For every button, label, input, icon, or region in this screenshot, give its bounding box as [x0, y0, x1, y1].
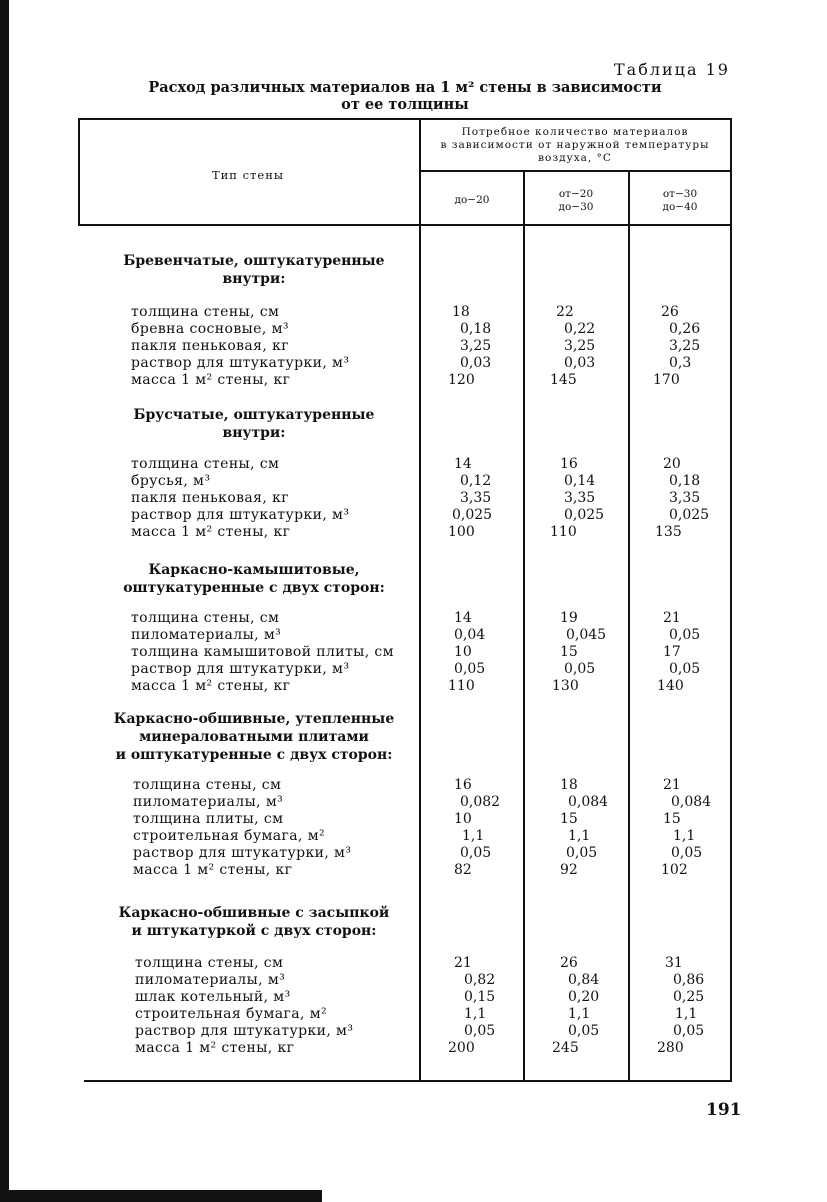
cell-value: 280	[657, 1040, 684, 1056]
table-row	[78, 1006, 732, 1023]
cell-value: 0,05	[669, 627, 701, 643]
section-title-line: Каркасно-обшивные с засыпкой	[118, 905, 390, 921]
cell-value: 0,05	[564, 661, 596, 677]
cell-value: 10	[454, 811, 472, 827]
row-label: масса 1 м² стены, кг	[131, 372, 291, 388]
cell-value: 0,05	[671, 845, 703, 861]
section-title-line: Каркасно-обшивные, утепленные	[113, 711, 395, 727]
cell-value: 120	[448, 372, 475, 388]
cell-value: 18	[560, 777, 578, 793]
header-column-line: до−30	[558, 201, 594, 213]
cell-value: 0,025	[452, 507, 493, 523]
table-row	[78, 828, 732, 845]
row-label: толщина стены, см	[133, 777, 282, 793]
cell-value: 245	[552, 1040, 579, 1056]
materials-table	[78, 118, 732, 1082]
header-line: воздуха, °С	[538, 152, 612, 164]
cell-value: 1,1	[568, 1006, 591, 1022]
table-row	[78, 955, 732, 972]
row-label: масса 1 м² стены, кг	[135, 1040, 295, 1056]
cell-value: 0,05	[460, 845, 492, 861]
table-row	[78, 507, 732, 524]
cell-value: 0,03	[460, 355, 492, 371]
header-required-quantity	[420, 126, 730, 165]
section-title-line: внутри:	[222, 271, 286, 287]
cell-value: 0,04	[454, 627, 486, 643]
cell-value: 0,82	[464, 972, 496, 988]
row-label: раствор для штукатурки, м³	[135, 1023, 354, 1039]
row-label: пакля пеньковая, кг	[131, 490, 289, 506]
cell-value: 0,025	[669, 507, 710, 523]
cell-value: 0,3	[669, 355, 692, 371]
row-label: толщина стены, см	[131, 304, 280, 320]
cell-value: 26	[661, 304, 679, 320]
cell-value: 0,14	[564, 473, 596, 489]
header-column-line: от−20	[558, 188, 594, 200]
table-row	[78, 1023, 732, 1040]
header-line: Потребное количество материалов	[461, 126, 689, 138]
section-title-line: Бревенчатые, оштукатуренные	[123, 253, 385, 269]
section-title-line: внутри:	[222, 425, 286, 441]
cell-value: 0,05	[673, 1023, 705, 1039]
table-row	[78, 794, 732, 811]
row-label: толщина камышитовой плиты, см	[131, 644, 394, 660]
table-row	[78, 524, 732, 541]
table-row	[78, 862, 732, 879]
cell-value: 16	[560, 456, 578, 472]
row-label: пиломатериалы, м³	[131, 627, 282, 643]
table-row	[78, 1040, 732, 1057]
table-row	[78, 644, 732, 661]
cell-value: 1,1	[673, 828, 696, 844]
table-right-rule	[730, 118, 732, 1082]
table-row	[78, 473, 732, 490]
header-bottom-rule	[78, 224, 732, 226]
cell-value: 19	[560, 610, 578, 626]
cell-value: 170	[653, 372, 680, 388]
cell-value: 21	[663, 610, 681, 626]
row-label: пиломатериалы, м³	[135, 972, 286, 988]
section-title-line: Брусчатые, оштукатуренные	[133, 407, 375, 423]
scan-edge-bottom	[0, 1190, 322, 1202]
header-line: в зависимости от наружной температуры	[440, 139, 710, 151]
cell-value: 1,1	[464, 1006, 487, 1022]
cell-value: 3,25	[669, 338, 701, 354]
cell-value: 3,25	[460, 338, 492, 354]
cell-value: 0,05	[454, 661, 486, 677]
table-row	[78, 456, 732, 473]
cell-value: 3,35	[564, 490, 596, 506]
cell-value: 0,082	[460, 794, 501, 810]
cell-value: 20	[663, 456, 681, 472]
cell-value: 0,03	[564, 355, 596, 371]
header-wall-type: Тип стены	[211, 168, 285, 182]
row-label: толщина плиты, см	[133, 811, 284, 827]
row-label: масса 1 м² стены, кг	[131, 524, 291, 540]
cell-value: 18	[452, 304, 470, 320]
section-title-line: минераловатными плитами	[139, 729, 369, 745]
table-row	[78, 355, 732, 372]
row-label: масса 1 м² стены, кг	[133, 862, 293, 878]
table-row	[78, 321, 732, 338]
cell-value: 21	[663, 777, 681, 793]
cell-value: 100	[448, 524, 475, 540]
cell-value: 16	[454, 777, 472, 793]
cell-value: 110	[550, 524, 577, 540]
table-row	[78, 610, 732, 627]
header-column-3	[630, 188, 730, 214]
scan-edge-left	[0, 0, 9, 1202]
table-row	[78, 845, 732, 862]
section-title-line: и штукатуркой с двух сторон:	[131, 923, 377, 939]
cell-value: 3,25	[564, 338, 596, 354]
row-label: пакля пеньковая, кг	[131, 338, 289, 354]
cell-value: 145	[550, 372, 577, 388]
section-title	[78, 561, 430, 597]
section-title-line: и оштукатуренные с двух сторон:	[115, 747, 393, 763]
cell-value: 0,05	[464, 1023, 496, 1039]
cell-value: 26	[560, 955, 578, 971]
table-row	[78, 661, 732, 678]
cell-value: 92	[560, 862, 578, 878]
table-title-line: от ее толщины	[341, 96, 469, 113]
table-row	[78, 338, 732, 355]
row-label: строительная бумага, м²	[133, 828, 325, 844]
section-title-line: Каркасно-камышитовые,	[148, 562, 360, 578]
cell-value: 15	[560, 811, 578, 827]
cell-value: 130	[552, 678, 579, 694]
cell-value: 22	[556, 304, 574, 320]
cell-value: 3,35	[669, 490, 701, 506]
table-bottom-rule	[84, 1080, 732, 1082]
table-title-line: Расход различных материалов на 1 м² стены в зависимости	[148, 79, 662, 96]
table-row	[78, 811, 732, 828]
page-number: 191	[706, 1100, 742, 1120]
row-label: раствор для штукатурки, м³	[131, 507, 350, 523]
cell-value: 3,35	[460, 490, 492, 506]
cell-value: 15	[663, 811, 681, 827]
cell-value: 0,26	[669, 321, 701, 337]
cell-value: 0,20	[568, 989, 600, 1005]
row-label: раствор для штукатурки, м³	[133, 845, 352, 861]
cell-value: 0,84	[568, 972, 600, 988]
cell-value: 31	[665, 955, 683, 971]
cell-value: 1,1	[462, 828, 485, 844]
table-title	[140, 79, 670, 113]
cell-value: 0,15	[464, 989, 496, 1005]
table-row	[78, 989, 732, 1006]
cell-value: 0,25	[673, 989, 705, 1005]
cell-value: 0,05	[669, 661, 701, 677]
table-row	[78, 372, 732, 389]
cell-value: 0,18	[460, 321, 492, 337]
cell-value: 1,1	[675, 1006, 698, 1022]
row-label: пиломатериалы, м³	[133, 794, 284, 810]
table-row	[78, 627, 732, 644]
cell-value: 0,12	[460, 473, 492, 489]
cell-value: 10	[454, 644, 472, 660]
cell-value: 0,045	[566, 627, 607, 643]
row-label: строительная бумага, м²	[135, 1006, 327, 1022]
cell-value: 200	[448, 1040, 475, 1056]
cell-value: 21	[454, 955, 472, 971]
table-row	[78, 972, 732, 989]
header-column-2	[526, 188, 626, 214]
cell-value: 0,05	[568, 1023, 600, 1039]
cell-value: 0,084	[568, 794, 609, 810]
section-title	[78, 904, 430, 940]
cell-value: 14	[454, 610, 472, 626]
cell-value: 102	[661, 862, 688, 878]
row-label: толщина стены, см	[131, 456, 280, 472]
cell-value: 0,025	[564, 507, 605, 523]
table-row	[78, 490, 732, 507]
section-title	[78, 406, 430, 442]
cell-value: 110	[448, 678, 475, 694]
cell-value: 0,084	[671, 794, 712, 810]
table-number: Таблица 19	[614, 60, 730, 79]
cell-value: 1,1	[568, 828, 591, 844]
row-label: толщина стены, см	[131, 610, 280, 626]
header-column-line: от−30	[662, 188, 698, 200]
cell-value: 17	[663, 644, 681, 660]
header-column-1	[422, 194, 522, 207]
row-label: брусья, м³	[131, 473, 211, 489]
header-column-line: до−40	[662, 201, 698, 213]
cell-value: 0,18	[669, 473, 701, 489]
cell-value: 0,05	[566, 845, 598, 861]
cell-value: 0,22	[564, 321, 596, 337]
row-label: толщина стены, см	[135, 955, 284, 971]
section-title	[78, 252, 430, 288]
header-column-line: до−20	[454, 194, 490, 206]
cell-value: 0,86	[673, 972, 705, 988]
cell-value: 135	[655, 524, 682, 540]
cell-value: 140	[657, 678, 684, 694]
header-sub-rule	[420, 170, 732, 172]
table-top-rule	[78, 118, 732, 120]
cell-value: 15	[560, 644, 578, 660]
cell-value: 14	[454, 456, 472, 472]
section-title-line: оштукатуренные с двух сторон:	[123, 580, 385, 596]
row-label: раствор для штукатурки, м³	[131, 355, 350, 371]
table-row	[78, 678, 732, 695]
cell-value: 82	[454, 862, 472, 878]
table-row	[78, 777, 732, 794]
row-label: раствор для штукатурки, м³	[131, 661, 350, 677]
row-label: масса 1 м² стены, кг	[131, 678, 291, 694]
section-title	[78, 710, 430, 764]
row-label: шлак котельный, м³	[135, 989, 291, 1005]
table-row	[78, 304, 732, 321]
row-label: бревна сосновые, м³	[131, 321, 289, 337]
